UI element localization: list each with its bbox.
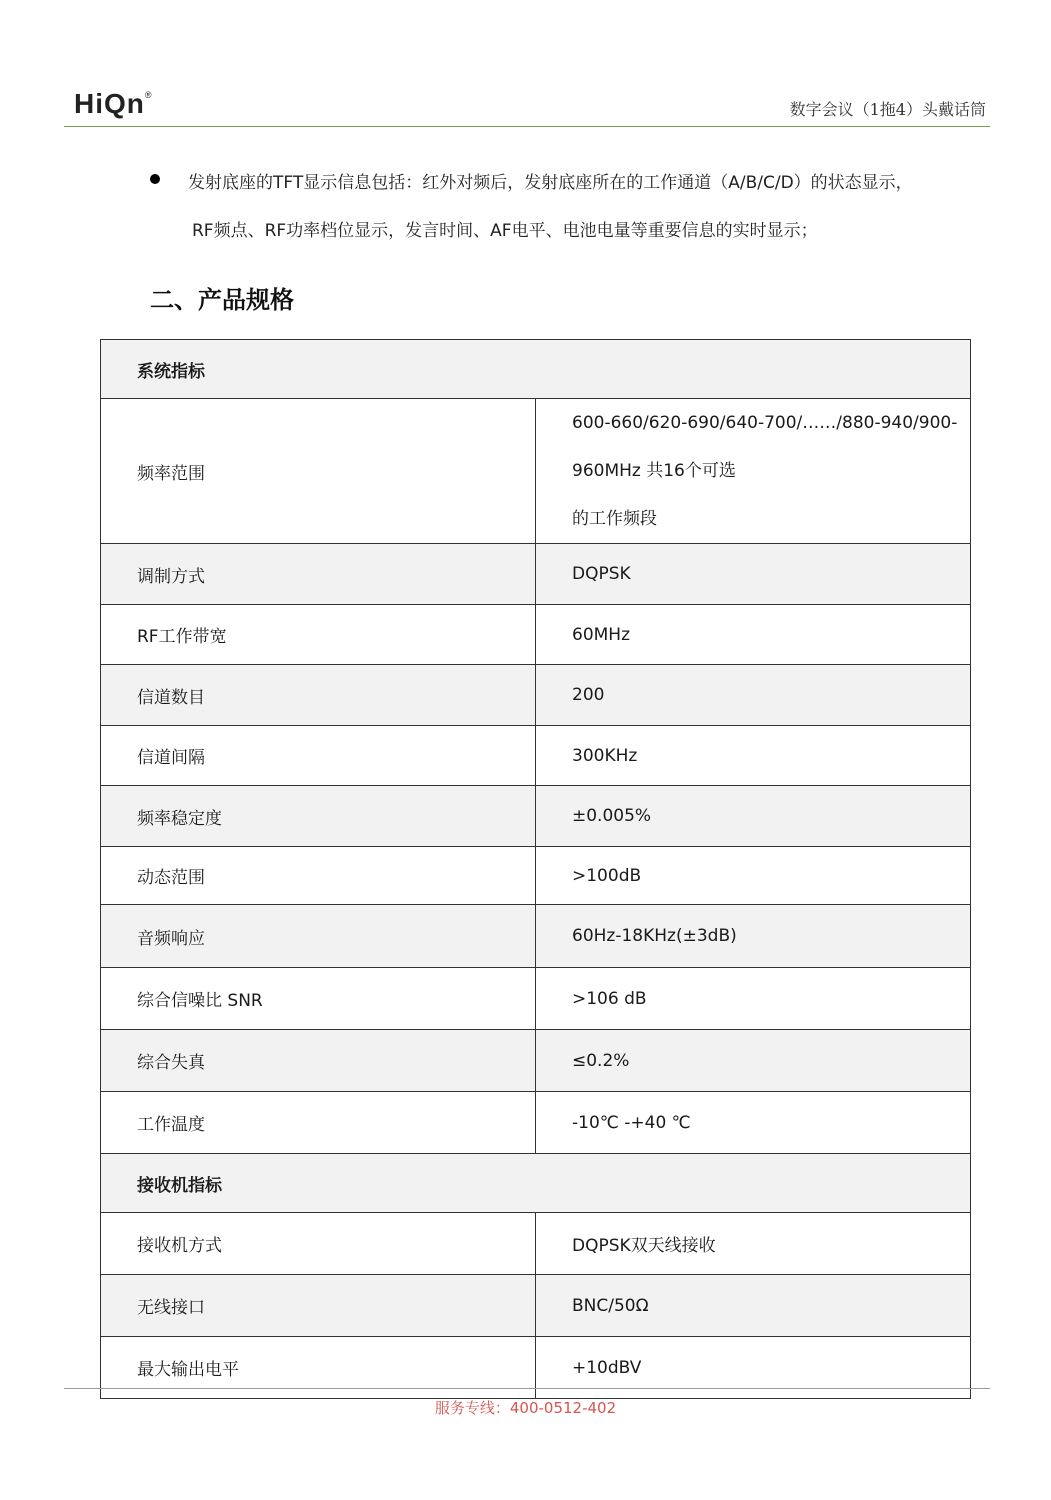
table-row	[101, 1337, 971, 1399]
group-header-system	[101, 340, 971, 399]
table-row	[101, 968, 971, 1030]
table-row	[101, 905, 971, 968]
spec-value-line: 的工作频段	[572, 509, 657, 529]
spec-label: RF工作带宽	[101, 605, 536, 665]
spec-value: 60MHz	[536, 605, 971, 665]
bullet-text-line2: RF频点、RF功率档位显示，发言时间、AF电平、电池电量等重要信息的实时显示；	[192, 221, 818, 241]
spec-label: 无线接口	[101, 1275, 536, 1337]
group-header-cell: 系统指标	[101, 340, 971, 399]
bullet-dot-icon	[150, 174, 160, 184]
page-header	[64, 84, 990, 127]
spec-label: 接收机方式	[101, 1213, 536, 1275]
spec-value-line: 600-660/620-690/640-700/……/880-940/900-960MHz 共16个可选	[572, 413, 958, 481]
spec-label: 音频响应	[101, 905, 536, 968]
spec-table	[100, 339, 971, 1399]
table-row	[101, 786, 971, 847]
spec-value: 60Hz-18KHz(±3dB)	[536, 905, 971, 968]
table-row	[101, 605, 971, 665]
brand-logo: HiQn®	[74, 88, 153, 119]
spec-value: DQPSK双天线接收	[536, 1213, 971, 1275]
spec-value	[536, 399, 971, 544]
spec-value: ≤0.2%	[536, 1030, 971, 1092]
spec-label: 最大输出电平	[101, 1337, 536, 1399]
spec-label: 信道间隔	[101, 726, 536, 786]
spec-label: 动态范围	[101, 847, 536, 905]
footer-divider	[64, 1388, 990, 1389]
table-row	[101, 1030, 971, 1092]
spec-label: 频率范围	[101, 399, 536, 544]
spec-label: 工作温度	[101, 1092, 536, 1154]
group-header-receiver	[101, 1154, 971, 1213]
table-row	[101, 544, 971, 605]
spec-value: 200	[536, 665, 971, 726]
spec-value: ±0.005%	[536, 786, 971, 847]
spec-value: >100dB	[536, 847, 971, 905]
document-title: 数字会议（1拖4）头戴话筒	[789, 100, 986, 119]
spec-label: 频率稳定度	[101, 786, 536, 847]
table-row	[101, 847, 971, 905]
spec-value: 300KHz	[536, 726, 971, 786]
table-row	[101, 1213, 971, 1275]
spec-value: DQPSK	[536, 544, 971, 605]
spec-label: 调制方式	[101, 544, 536, 605]
bullet-text-line1: 发射底座的TFT显示信息包括：红外对频后，发射底座所在的工作通道（A/B/C/D）的状态显示，	[188, 173, 913, 193]
table-row	[101, 1275, 971, 1337]
spec-label: 信道数目	[101, 665, 536, 726]
table-row	[101, 1092, 971, 1154]
table-row	[101, 665, 971, 726]
section-title: 二、产品规格	[150, 286, 294, 314]
group-header-cell: 接收机指标	[101, 1154, 971, 1213]
service-hotline: 服务专线：400-0512-402	[434, 1399, 617, 1417]
spec-label: 综合失真	[101, 1030, 536, 1092]
table-row	[101, 726, 971, 786]
spec-label: 综合信噪比 SNR	[101, 968, 536, 1030]
spec-value: BNC/50Ω	[536, 1275, 971, 1337]
spec-value: +10dBV	[536, 1337, 971, 1399]
spec-value: >106 dB	[536, 968, 971, 1030]
table-row	[101, 399, 971, 544]
spec-value: -10℃ -+40 ℃	[536, 1092, 971, 1154]
